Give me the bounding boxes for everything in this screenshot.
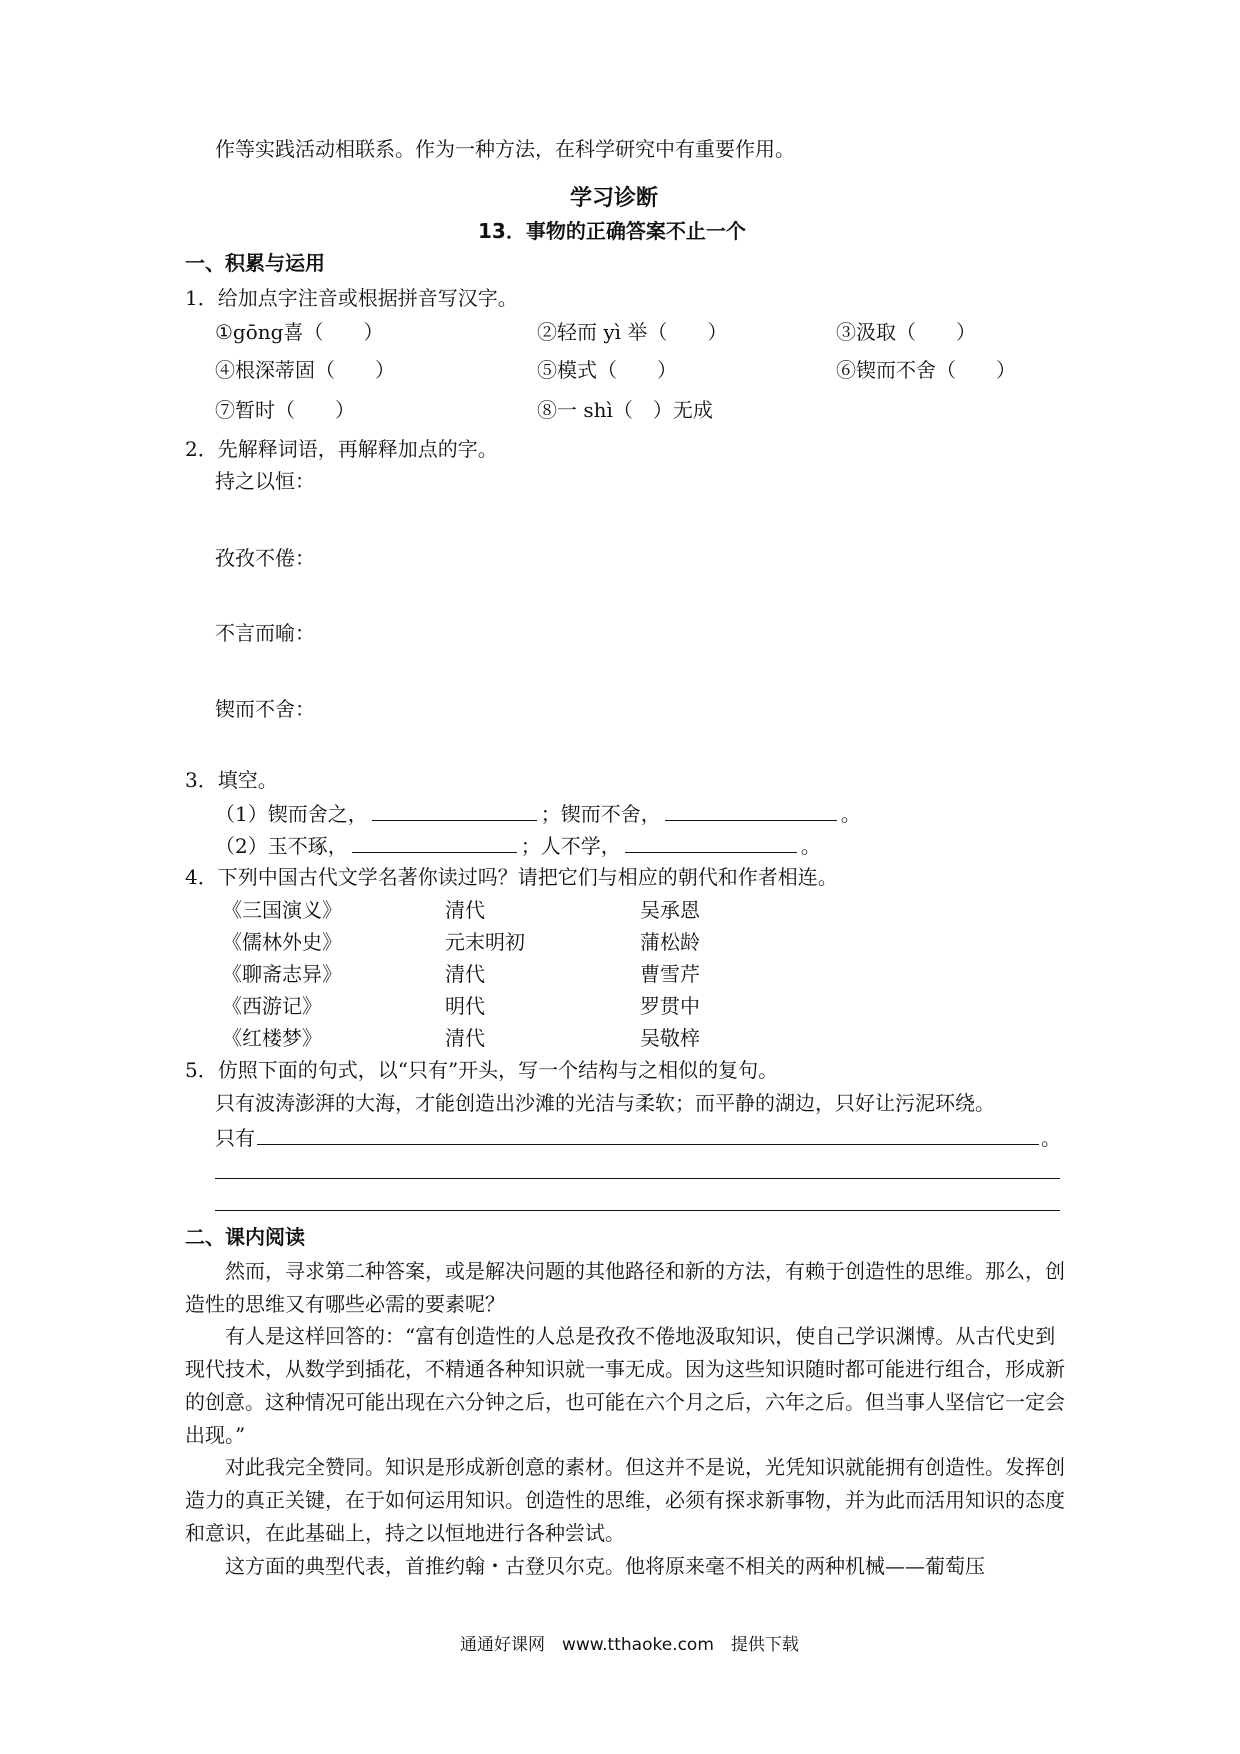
q5-prompt: 只有 xyxy=(215,1126,255,1150)
book-title: 《西游记》 xyxy=(222,994,322,1018)
q2-term-1: 持之以恒： xyxy=(215,469,315,493)
q1-item-1: ①gōng喜（ ） xyxy=(215,320,384,344)
book-title: 《红楼梦》 xyxy=(222,1026,322,1050)
q3-text-1c: 。 xyxy=(840,802,861,826)
q3-line-1 xyxy=(215,800,861,827)
book-title: 《三国演义》 xyxy=(222,898,342,922)
author: 罗贯中 xyxy=(640,994,700,1018)
reading-paragraph-3: 对此我完全赞同。知识是形成新创意的素材。但这并不是说，光凭知识就能拥有创造性。发挥创造力的真正关键，在于如何运用知识。创造性的思维，必须有探求新事物，并为此而活用知识的态度和意识，在此基础上，持之以恒地进行各种尝试。 xyxy=(185,1455,1065,1545)
lesson-title: 13．事物的正确答案不止一个 xyxy=(478,219,746,243)
book-title: 《儒林外史》 xyxy=(222,930,342,954)
q1-item-4: ④根深蒂固（ ） xyxy=(215,358,395,382)
q2-term-2: 孜孜不倦： xyxy=(215,546,315,570)
answer-blank[interactable] xyxy=(257,1124,1039,1145)
footer-credit: 通通好课网 www.tthaoke.com 提供下载 xyxy=(460,1635,799,1655)
question-1-stem: 1．给加点字注音或根据拼音写汉字。 xyxy=(185,286,518,310)
q5-answer-line xyxy=(215,1124,1061,1151)
author: 曹雪芹 xyxy=(640,962,700,986)
reading-paragraph-4: 这方面的典型代表，首推约翰・古登贝尔克。他将原来毫不相关的两种机械——葡萄压 xyxy=(225,1554,985,1578)
question-3-stem: 3．填空。 xyxy=(185,768,278,792)
q3-text-2a: （2）玉不琢， xyxy=(215,834,348,858)
q1-item-2: ②轻而 yì 举（ ） xyxy=(537,320,728,344)
continuation-line: 作等实践活动相联系。作为一种方法，在科学研究中有重要作用。 xyxy=(215,137,795,161)
dynasty: 清代 xyxy=(445,898,485,922)
answer-rule[interactable] xyxy=(215,1210,1060,1211)
q2-term-3: 不言而喻： xyxy=(215,621,315,645)
q3-line-2 xyxy=(215,832,821,859)
dynasty: 清代 xyxy=(445,1026,485,1050)
question-4-stem: 4．下列中国古代文学名著你读过吗？请把它们与相应的朝代和作者相连。 xyxy=(185,865,838,889)
q1-item-8: ⑧一 shì（ ）无成 xyxy=(537,398,713,422)
author: 蒲松龄 xyxy=(640,930,700,954)
author: 吴承恩 xyxy=(640,898,700,922)
q3-text-2b: ；人不学， xyxy=(520,834,621,858)
q1-item-7: ⑦暂时（ ） xyxy=(215,398,355,422)
book-title: 《聊斋志异》 xyxy=(222,962,342,986)
dynasty: 元末明初 xyxy=(445,930,525,954)
answer-rule[interactable] xyxy=(215,1178,1060,1179)
section-heading-2: 二、课内阅读 xyxy=(185,1225,305,1249)
answer-blank[interactable] xyxy=(372,800,537,821)
answer-blank[interactable] xyxy=(625,832,797,853)
answer-blank[interactable] xyxy=(665,800,837,821)
q5-example-sentence: 只有波涛澎湃的大海，才能创造出沙滩的光洁与柔软；而平静的湖边，只好让污泥环绕。 xyxy=(215,1091,995,1115)
q1-item-5: ⑤模式（ ） xyxy=(537,358,677,382)
q5-end: 。 xyxy=(1041,1126,1061,1150)
page-title: 学习诊断 xyxy=(570,186,659,211)
question-5-stem: 5．仿照下面的句式，以“只有”开头，写一个结构与之相似的复句。 xyxy=(185,1058,779,1082)
q3-text-2c: 。 xyxy=(800,834,821,858)
author: 吴敬梓 xyxy=(640,1026,700,1050)
q2-term-4: 锲而不舍： xyxy=(215,697,315,721)
q3-text-1a: （1）锲而舍之， xyxy=(215,802,368,826)
question-2-stem: 2．先解释词语，再解释加点的字。 xyxy=(185,437,498,461)
dynasty: 清代 xyxy=(445,962,485,986)
section-heading-1: 一、积累与运用 xyxy=(185,251,325,275)
answer-blank[interactable] xyxy=(352,832,517,853)
q1-item-3: ③汲取（ ） xyxy=(836,320,976,344)
reading-paragraph-1: 然而，寻求第二种答案，或是解决问题的其他路径和新的方法，有赖于创造性的思维。那么，创造性的思维又有哪些必需的要素呢？ xyxy=(185,1259,1065,1316)
dynasty: 明代 xyxy=(445,994,485,1018)
q3-text-1b: ；锲而不舍， xyxy=(540,802,661,826)
q1-item-6: ⑥锲而不舍（ ） xyxy=(836,358,1016,382)
reading-paragraph-2: 有人是这样回答的：“富有创造性的人总是孜孜不倦地汲取知识，使自己学识渊博。从古代史到现代技术，从数学到插花，不精通各种知识就一事无成。因为这些知识随时都可能进行组合，形成新的创意。这种情况可能出现在六分钟之后，也可能在六个月之后，六年之后。但当事人坚信它一定会出现。” xyxy=(185,1324,1065,1447)
